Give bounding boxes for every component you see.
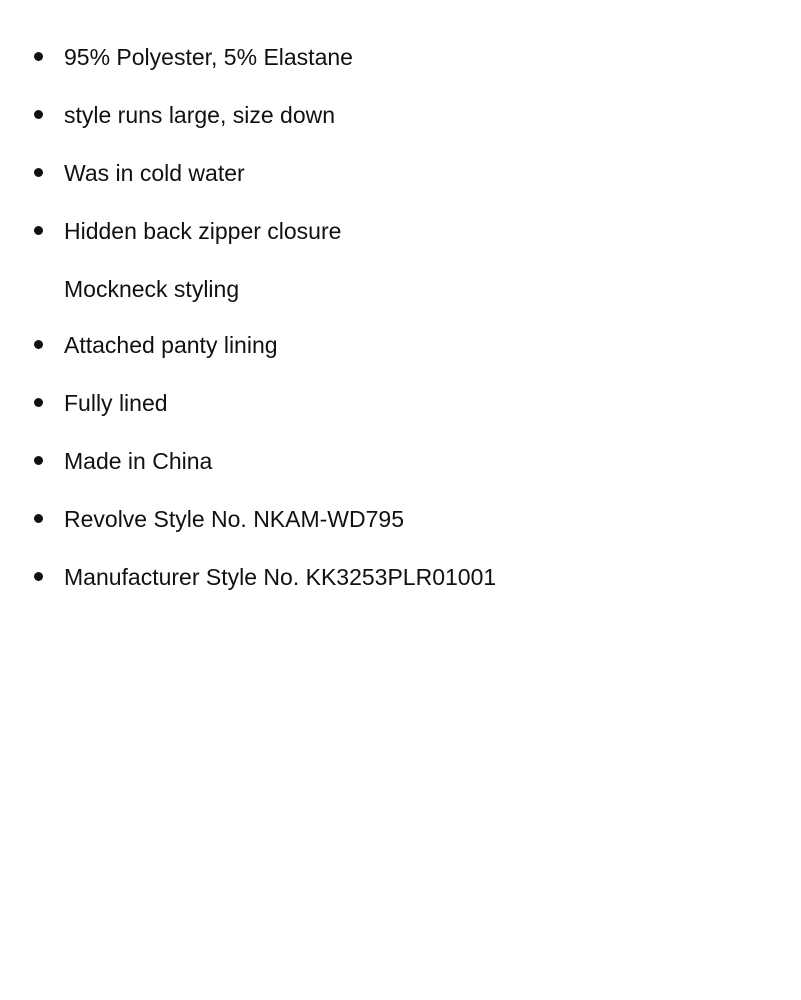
bullet-icon [34, 572, 43, 581]
detail-text: Attached panty lining [64, 332, 278, 358]
bullet-icon [34, 514, 43, 523]
detail-text: style runs large, size down [64, 102, 336, 128]
detail-item [0, 40, 496, 98]
detail-text: Made in China [64, 448, 213, 474]
product-details-list [0, 40, 496, 618]
detail-item [0, 272, 496, 328]
bullet-icon [34, 398, 43, 407]
detail-text: Mockneck styling [64, 276, 240, 302]
detail-item [0, 386, 496, 444]
bullet-icon [34, 52, 43, 61]
detail-item [0, 214, 496, 272]
detail-text: 95% Polyester, 5% Elastane [64, 44, 353, 70]
bullet-icon [34, 340, 43, 349]
detail-item [0, 328, 496, 386]
bullet-icon [34, 110, 43, 119]
detail-item [0, 502, 496, 560]
detail-item [0, 444, 496, 502]
detail-text: Manufacturer Style No. KK3253PLR01001 [64, 564, 497, 590]
bullet-icon [34, 226, 43, 235]
detail-text: Fully lined [64, 390, 168, 416]
detail-item [0, 560, 496, 618]
detail-text: Was in cold water [64, 160, 245, 186]
detail-item [0, 156, 496, 214]
bullet-icon [34, 168, 43, 177]
bullet-icon [34, 456, 43, 465]
detail-text: Hidden back zipper closure [64, 218, 342, 244]
detail-item [0, 98, 496, 156]
detail-text: Revolve Style No. NKAM-WD795 [64, 506, 404, 532]
